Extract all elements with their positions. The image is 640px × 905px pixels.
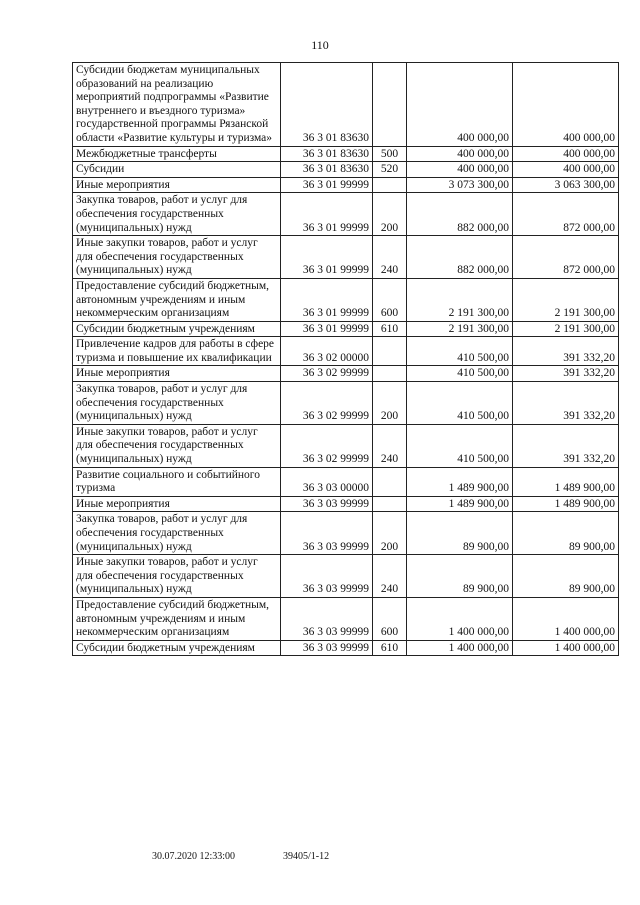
table-row <box>73 63 619 147</box>
cell-sum2: 1 489 900,00 <box>513 467 619 496</box>
cell-sum1: 1 400 000,00 <box>407 640 513 656</box>
budget-table-body <box>73 63 619 656</box>
cell-sum1: 89 900,00 <box>407 555 513 598</box>
cell-vr <box>373 366 407 382</box>
footer-date: 30.07.2020 12:33:00 <box>152 851 236 862</box>
cell-code: 36 3 02 99999 <box>281 424 373 467</box>
cell-vr <box>373 467 407 496</box>
cell-code: 36 3 01 99999 <box>281 177 373 193</box>
table-row <box>73 146 619 162</box>
table-row <box>73 366 619 382</box>
cell-name: Иные закупки товаров, работ и услуг для обеспечения государственных (муниципальных) нужд <box>73 555 281 598</box>
table-row <box>73 640 619 656</box>
table-row <box>73 382 619 425</box>
cell-name: Предоставление субсидий бюджетным, автономным учреждениям и иным некоммерческим организациям <box>73 278 281 321</box>
cell-name: Предоставление субсидий бюджетным, автономным учреждениям и иным некоммерческим организациям <box>73 597 281 640</box>
cell-code: 36 3 01 99999 <box>281 321 373 337</box>
cell-sum1: 400 000,00 <box>407 63 513 147</box>
cell-code: 36 3 01 83630 <box>281 146 373 162</box>
cell-sum2: 400 000,00 <box>513 63 619 147</box>
table-row <box>73 597 619 640</box>
cell-code: 36 3 01 99999 <box>281 278 373 321</box>
cell-vr: 500 <box>373 146 407 162</box>
cell-vr: 240 <box>373 236 407 279</box>
cell-sum2: 400 000,00 <box>513 146 619 162</box>
cell-name: Субсидии бюджетным учреждениям <box>73 321 281 337</box>
cell-vr: 200 <box>373 193 407 236</box>
table-row <box>73 236 619 279</box>
cell-sum1: 1 489 900,00 <box>407 467 513 496</box>
cell-sum1: 1 489 900,00 <box>407 496 513 512</box>
cell-name: Закупка товаров, работ и услуг для обеспечения государственных (муниципальных) нужд <box>73 193 281 236</box>
cell-sum1: 882 000,00 <box>407 236 513 279</box>
cell-vr <box>373 496 407 512</box>
cell-name: Иные мероприятия <box>73 177 281 193</box>
table-row <box>73 321 619 337</box>
cell-vr <box>373 63 407 147</box>
cell-sum1: 410 500,00 <box>407 337 513 366</box>
cell-sum1: 1 400 000,00 <box>407 597 513 640</box>
cell-sum2: 89 900,00 <box>513 512 619 555</box>
cell-name: Иные мероприятия <box>73 496 281 512</box>
footer-doc-id: 39405/1-12 <box>283 851 330 862</box>
cell-code: 36 3 03 99999 <box>281 555 373 598</box>
table-row <box>73 496 619 512</box>
cell-sum2: 2 191 300,00 <box>513 278 619 321</box>
cell-code: 36 3 03 00000 <box>281 467 373 496</box>
cell-name: Закупка товаров, работ и услуг для обеспечения государственных (муниципальных) нужд <box>73 512 281 555</box>
cell-sum2: 391 332,20 <box>513 382 619 425</box>
cell-sum1: 2 191 300,00 <box>407 321 513 337</box>
cell-sum2: 1 400 000,00 <box>513 597 619 640</box>
cell-code: 36 3 02 99999 <box>281 382 373 425</box>
cell-sum1: 410 500,00 <box>407 366 513 382</box>
cell-vr: 520 <box>373 162 407 178</box>
cell-vr <box>373 177 407 193</box>
cell-sum2: 400 000,00 <box>513 162 619 178</box>
cell-name: Иные мероприятия <box>73 366 281 382</box>
cell-vr: 240 <box>373 424 407 467</box>
cell-code: 36 3 01 99999 <box>281 236 373 279</box>
cell-vr: 610 <box>373 321 407 337</box>
cell-name: Иные закупки товаров, работ и услуг для обеспечения государственных (муниципальных) нужд <box>73 424 281 467</box>
cell-vr: 200 <box>373 382 407 425</box>
cell-sum2: 3 063 300,00 <box>513 177 619 193</box>
cell-vr: 200 <box>373 512 407 555</box>
cell-name: Субсидии бюджетным учреждениям <box>73 640 281 656</box>
cell-name: Иные закупки товаров, работ и услуг для обеспечения государственных (муниципальных) нужд <box>73 236 281 279</box>
cell-sum2: 391 332,20 <box>513 424 619 467</box>
table-row <box>73 555 619 598</box>
cell-code: 36 3 03 99999 <box>281 640 373 656</box>
cell-vr: 600 <box>373 278 407 321</box>
cell-sum2: 391 332,20 <box>513 337 619 366</box>
table-row <box>73 424 619 467</box>
cell-sum1: 2 191 300,00 <box>407 278 513 321</box>
cell-sum2: 872 000,00 <box>513 193 619 236</box>
cell-sum2: 1 400 000,00 <box>513 640 619 656</box>
cell-sum2: 89 900,00 <box>513 555 619 598</box>
cell-code: 36 3 03 99999 <box>281 597 373 640</box>
cell-sum1: 882 000,00 <box>407 193 513 236</box>
cell-name: Субсидии <box>73 162 281 178</box>
cell-name: Привлечение кадров для работы в сфере туризма и повышение их квалификации <box>73 337 281 366</box>
cell-sum1: 400 000,00 <box>407 146 513 162</box>
cell-sum1: 89 900,00 <box>407 512 513 555</box>
cell-sum2: 391 332,20 <box>513 366 619 382</box>
cell-sum2: 1 489 900,00 <box>513 496 619 512</box>
cell-vr: 240 <box>373 555 407 598</box>
cell-name: Субсидии бюджетам муниципальных образований на реализацию мероприятий подпрограммы «Развитие внутреннего и въездного туризма» государственной программы Рязанской области «Развитие культуры и туризма» <box>73 63 281 147</box>
table-row <box>73 337 619 366</box>
cell-name: Закупка товаров, работ и услуг для обеспечения государственных (муниципальных) нужд <box>73 382 281 425</box>
cell-name: Межбюджетные трансферты <box>73 146 281 162</box>
cell-sum2: 872 000,00 <box>513 236 619 279</box>
table-row <box>73 193 619 236</box>
cell-vr: 600 <box>373 597 407 640</box>
page-number: 110 <box>311 38 329 52</box>
cell-vr <box>373 337 407 366</box>
cell-code: 36 3 03 99999 <box>281 512 373 555</box>
cell-code: 36 3 03 99999 <box>281 496 373 512</box>
table-row <box>73 162 619 178</box>
budget-table <box>72 62 619 656</box>
table-row <box>73 512 619 555</box>
cell-vr: 610 <box>373 640 407 656</box>
cell-code: 36 3 01 99999 <box>281 193 373 236</box>
cell-name: Развитие социального и событийного туризма <box>73 467 281 496</box>
cell-sum1: 410 500,00 <box>407 382 513 425</box>
cell-code: 36 3 02 99999 <box>281 366 373 382</box>
cell-code: 36 3 01 83630 <box>281 162 373 178</box>
cell-code: 36 3 01 83630 <box>281 63 373 147</box>
cell-code: 36 3 02 00000 <box>281 337 373 366</box>
cell-sum2: 2 191 300,00 <box>513 321 619 337</box>
cell-sum1: 3 073 300,00 <box>407 177 513 193</box>
cell-sum1: 400 000,00 <box>407 162 513 178</box>
table-row <box>73 278 619 321</box>
cell-sum1: 410 500,00 <box>407 424 513 467</box>
table-row <box>73 177 619 193</box>
table-row <box>73 467 619 496</box>
